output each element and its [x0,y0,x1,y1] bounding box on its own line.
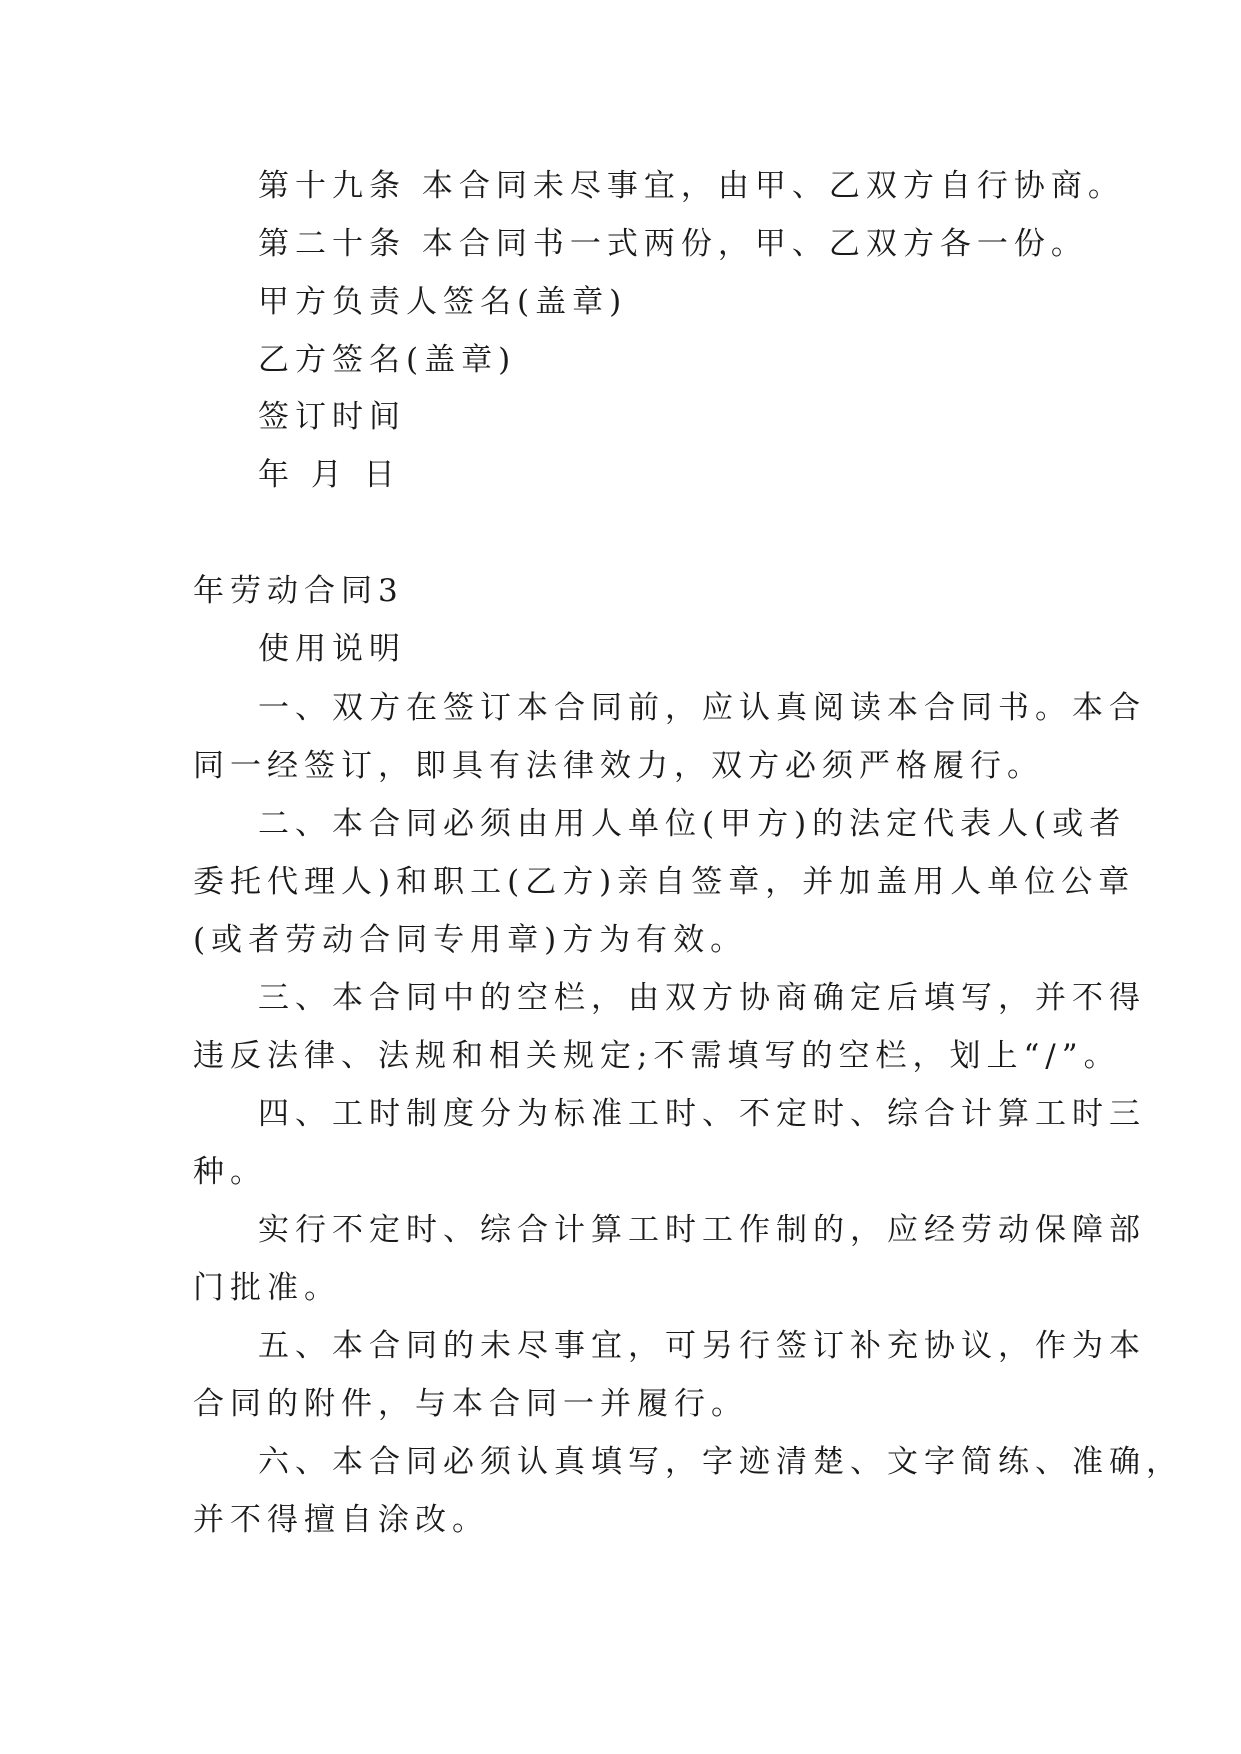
instruction-line: 合同的附件，与本合同一并履行。 [193,1386,748,1422]
instruction-line: 一、双方在签订本合同前，应认真阅读本合同书。本合 [258,690,1146,726]
instruction-line: 六、本合同必须认真填写，字迹清楚、文字简练、准确， [258,1444,1183,1480]
instruction-line: 同一经签订，即具有法律效力，双方必须严格履行。 [193,748,1044,784]
instruction-line: 五、本合同的未尽事宜，可另行签订补充协议，作为本 [258,1328,1146,1364]
instruction-line: 违反法律、法规和相关规定;不需填写的空栏，划上“/”。 [193,1038,1121,1074]
sign-time-label: 签订时间 [258,399,406,435]
instruction-line: 四、工时制度分为标准工时、不定时、综合计算工时三 [258,1096,1146,1132]
instruction-line: 种。 [193,1154,267,1190]
clause-20: 第二十条 本合同书一式两份，甲、乙双方各一份。 [258,226,1088,262]
instruction-line: 门批准。 [193,1270,341,1306]
instruction-line: 并不得擅自涂改。 [193,1502,489,1538]
party-a-signature: 甲方负责人签名(盖章) [258,284,628,320]
date-label: 年 月 日 [258,457,401,493]
instruction-line: 三、本合同中的空栏，由双方协商确定后填写，并不得 [258,980,1146,1016]
section-title: 年劳动合同3 [193,573,404,609]
instruction-line: 委托代理人)和职工(乙方)亲自签章，并加盖用人单位公章 [193,864,1136,900]
instructions-heading: 使用说明 [258,631,406,667]
instruction-line: (或者劳动合同专用章)方为有效。 [193,922,748,958]
instruction-line: 二、本合同必须由用人单位(甲方)的法定代表人(或者 [258,806,1127,842]
instruction-line: 实行不定时、综合计算工时工作制的，应经劳动保障部 [258,1212,1146,1248]
party-b-signature: 乙方签名(盖章) [258,342,517,378]
clause-19: 第十九条 本合同未尽事宜，由甲、乙双方自行协商。 [258,168,1125,204]
